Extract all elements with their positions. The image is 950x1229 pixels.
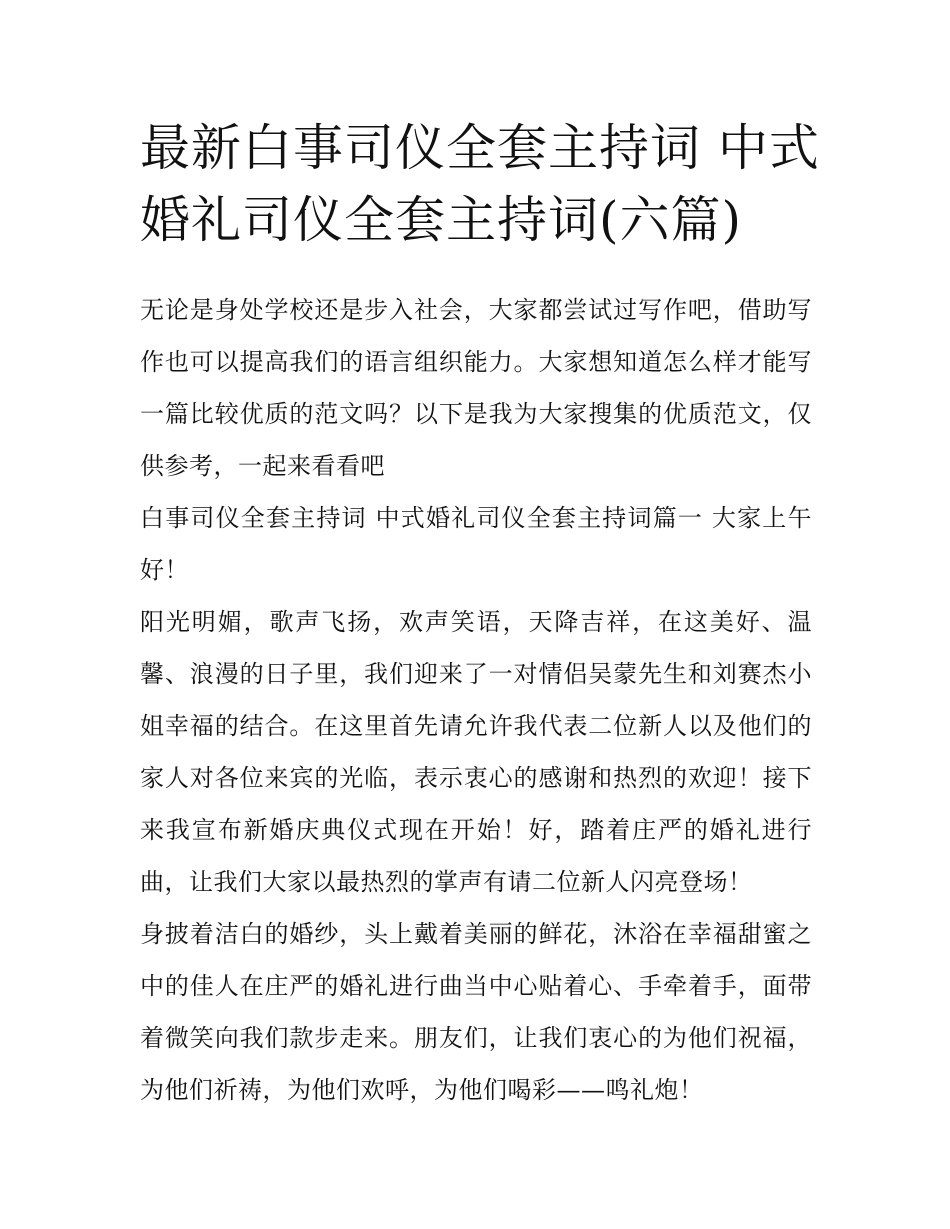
document-body — [140, 284, 812, 1116]
section-heading-paragraph: 白事司仪全套主持词 中式婚礼司仪全套主持词篇一 大家上午好！ — [140, 504, 812, 584]
ceremony-paragraph: 身披着洁白的婚纱，头上戴着美丽的鲜花，沐浴在幸福甜蜜之中的佳人在庄严的婚礼进行曲当中心贴着心、手牵着手，面带着微笑向我们款步走来。朋友们，让我们衷心的为他们祝福，为他们祈祷，为他们欢呼，为他们喝彩——鸣礼炮！ — [140, 920, 812, 1104]
document-title: 最新白事司仪全套主持词 中式婚礼司仪全套主持词(六篇) — [140, 119, 820, 249]
intro-paragraph: 无论是身处学校还是步入社会，大家都尝试过写作吧，借助写作也可以提高我们的语言组织能力。大家想知道怎么样才能写一篇比较优质的范文吗？以下是我为大家搜集的优质范文，仅供参考，一起来看看吧 — [140, 296, 812, 480]
opening-paragraph: 阳光明媚，歌声飞扬，欢声笑语，天降吉祥，在这美好、温馨、浪漫的日子里，我们迎来了一对情侣吴蒙先生和刘赛杰小姐幸福的结合。在这里首先请允许我代表二位新人以及他们的家人对各位来宾的光临，表示衷心的感谢和热烈的欢迎！接下来我宣布新婚庆典仪式现在开始！好，踏着庄严的婚礼进行曲，让我们大家以最热烈的掌声有请二位新人闪亮登场！ — [140, 608, 812, 896]
